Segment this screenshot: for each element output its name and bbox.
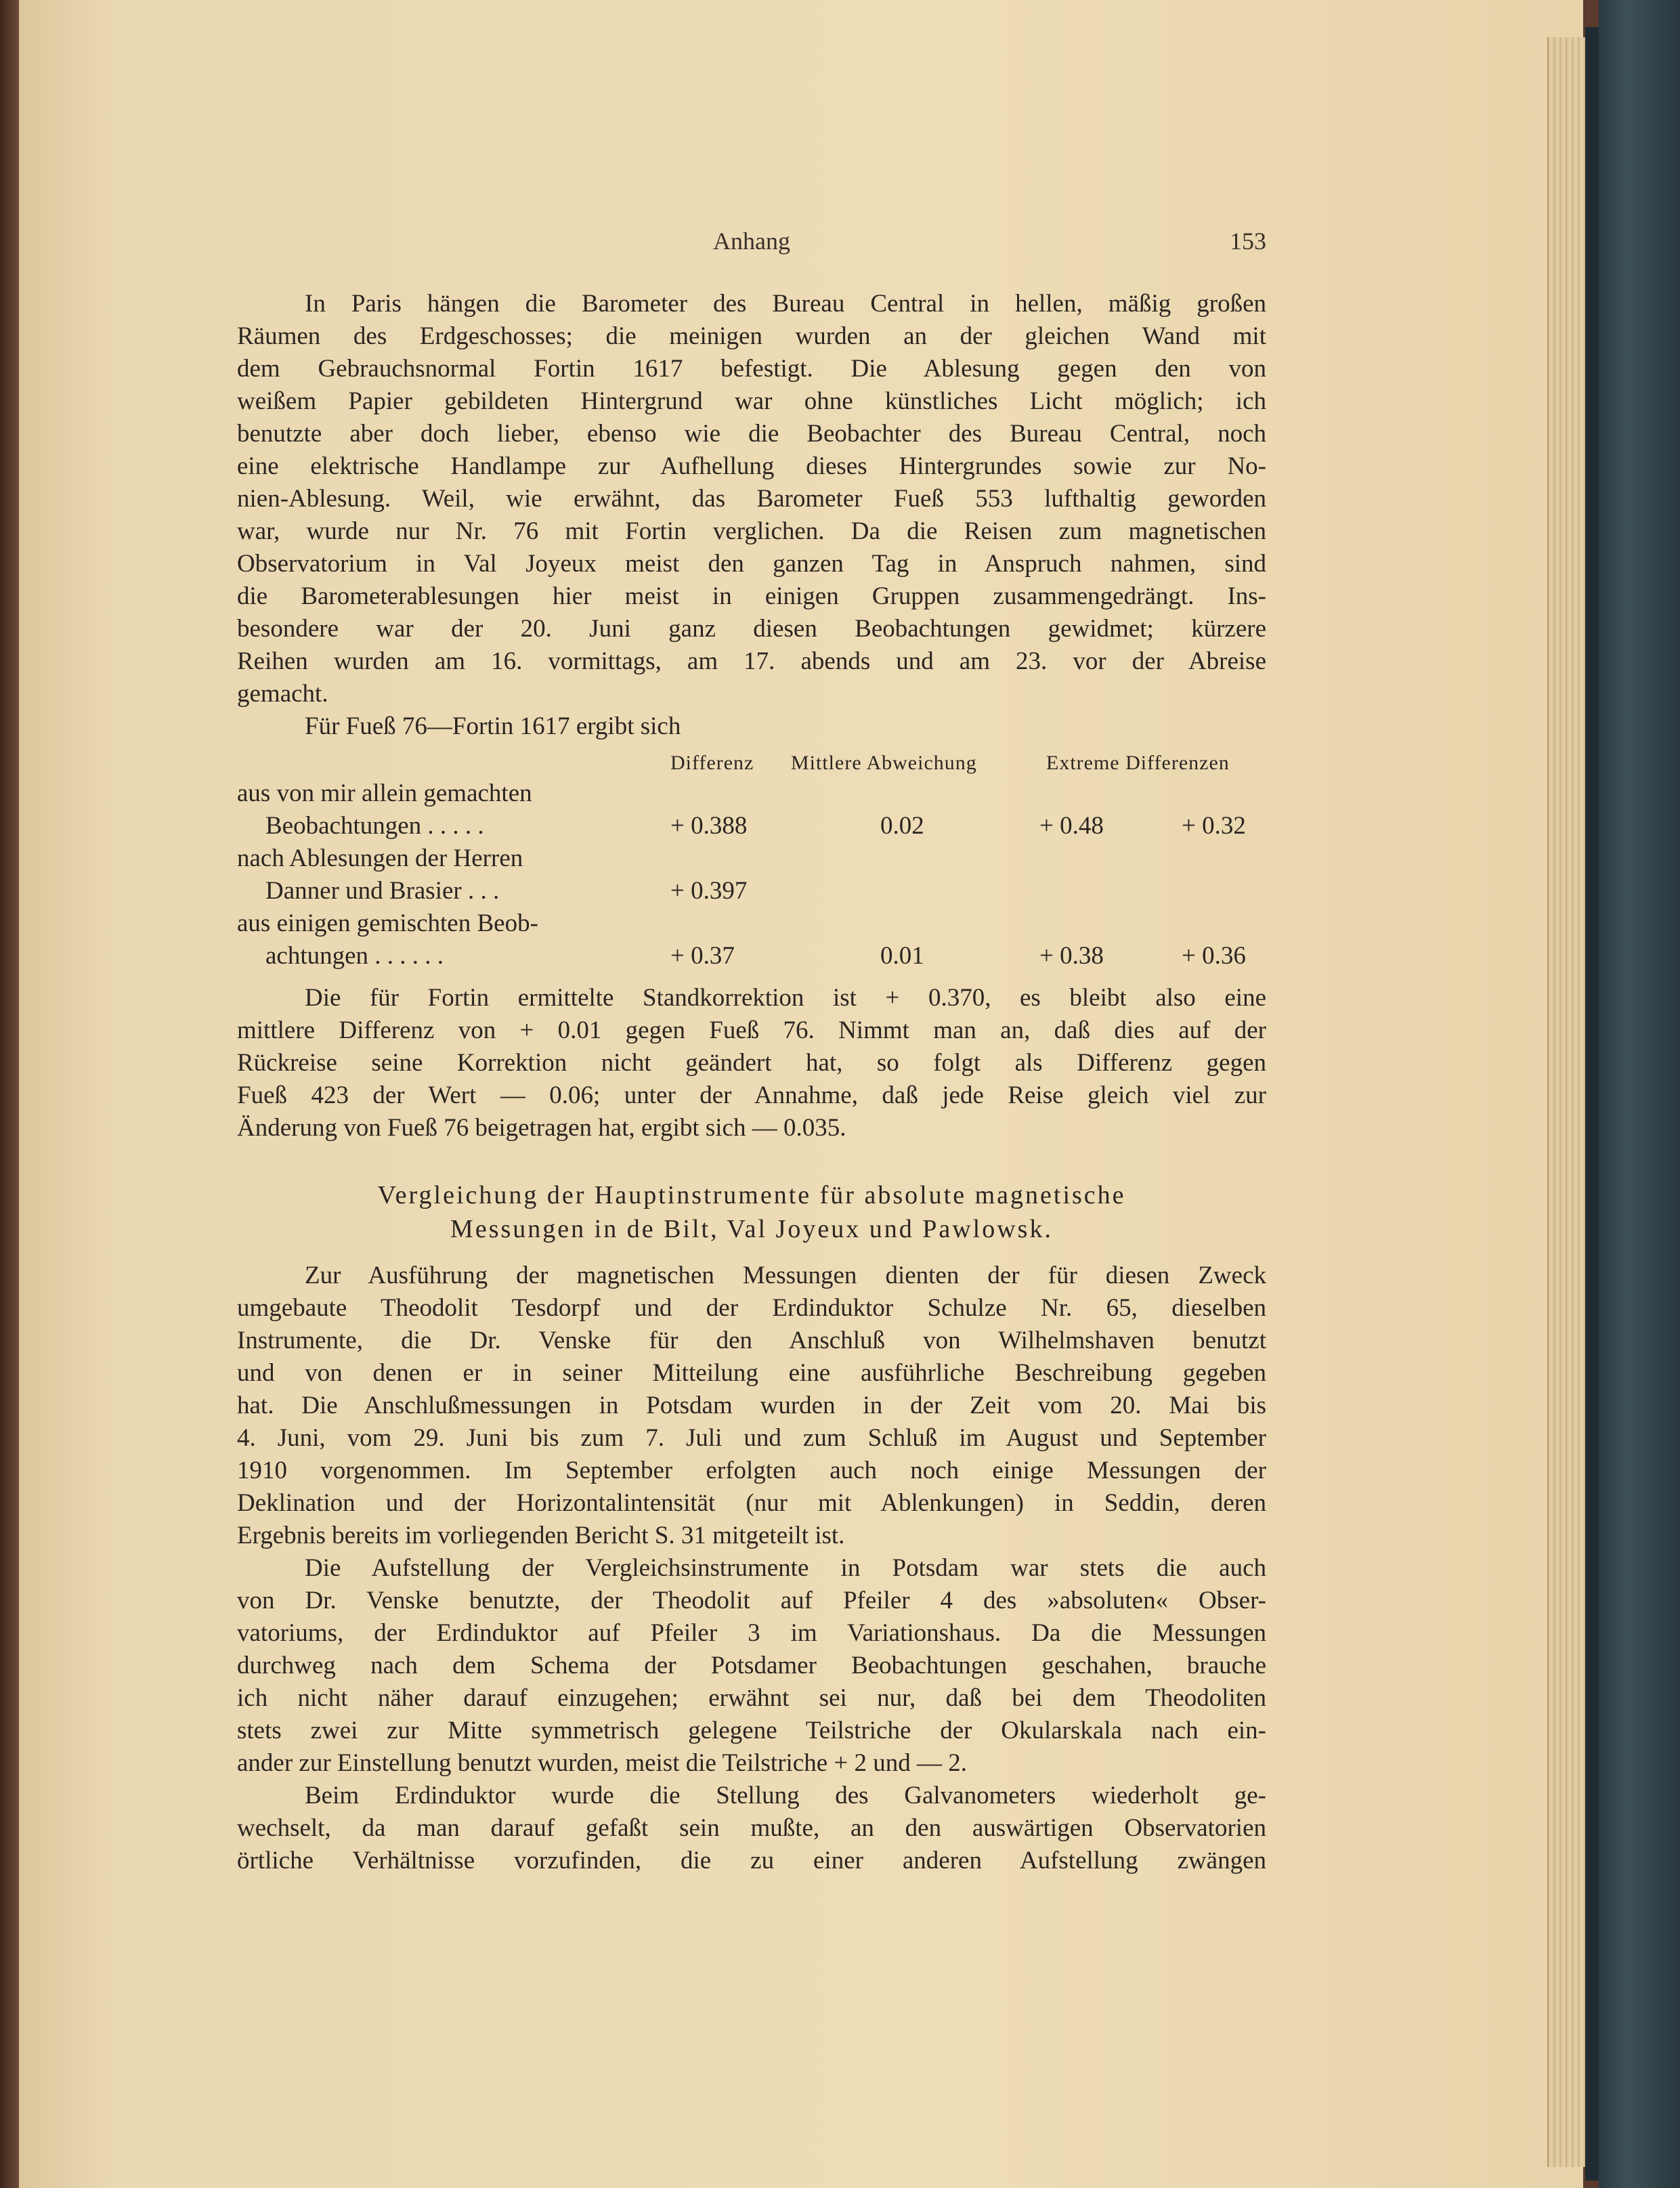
text-line: besondere war der 20. Juni ganz diesen Beobachtungen gewidmet; kürzere — [237, 615, 1266, 643]
text-line: Ergebnis bereits im vorliegenden Bericht S. 31 mitgeteilt ist. — [237, 1522, 845, 1549]
book-cover — [1599, 0, 1680, 2188]
text-line: mittlere Differenz von + 0.01 gegen Fueß 76. Nimmt man an, daß dies auf der — [237, 1016, 1266, 1044]
text-line: In Paris hängen die Barometer des Bureau Central in hellen, mäßig großen — [305, 290, 1266, 318]
table-cell-differenz: + 0.388 — [670, 812, 748, 840]
section-heading-line: Vergleichung der Hauptinstrumente für absolute magnetische — [377, 1181, 1126, 1209]
table-row-label: Danner und Brasier . . . — [265, 877, 500, 905]
text-line: ander zur Einstellung benutzt wurden, meist die Teilstriche + 2 und — 2. — [237, 1749, 968, 1777]
table-row-label: aus von mir allein gemachten — [237, 779, 532, 807]
text-line: Zur Ausführung der magnetischen Messungen dienten der für diesen Zweck — [305, 1262, 1266, 1289]
text-line: stets zwei zur Mitte symmetrisch gelegene Teilstriche der Okularskala nach ein- — [237, 1717, 1266, 1744]
text-line: gemacht. — [237, 680, 328, 708]
text-line: 1910 vorgenommen. Im September erfolgten auch noch einige Messungen der — [237, 1457, 1266, 1484]
text-line: Die für Fortin ermittelte Standkorrektion ist + 0.370, es bleibt also eine — [305, 984, 1266, 1012]
text-line: die Barometerablesungen hier meist in einigen Gruppen zusammengedrängt. Ins- — [237, 582, 1266, 610]
text-line: Beim Erdinduktor wurde die Stellung des Galvanometers wiederholt ge- — [305, 1782, 1266, 1809]
text-line: dem Gebrauchsnormal Fortin 1617 befestigt. Die Ablesung gegen den von — [237, 355, 1266, 383]
page-number: 153 — [1230, 228, 1266, 255]
text-line: nien-Ablesung. Weil, wie erwähnt, das Barometer Fueß 553 lufthaltig geworden — [237, 485, 1266, 513]
text-line: benutzte aber doch lieber, ebenso wie die Beobachter des Bureau Central, noch — [237, 420, 1266, 448]
text-line: von Dr. Venske benutzte, der Theodolit auf Pfeiler 4 des »absoluten« Obser- — [237, 1587, 1266, 1614]
table-cell-differenz: + 0.397 — [670, 877, 748, 905]
text-line: durchweg nach dem Schema der Potsdamer Beobachtungen geschahen, brauche — [237, 1652, 1266, 1679]
running-head-title: Anhang — [713, 228, 790, 255]
comparison-table — [237, 752, 1266, 975]
text-line: Änderung von Fueß 76 beigetragen hat, ergibt sich — 0.035. — [237, 1114, 846, 1142]
text-line: Deklination und der Horizontalintensität (nur mit Ablenkungen) in Seddin, deren — [237, 1489, 1266, 1517]
text-line: Reihen wurden am 16. vormittags, am 17. abends und am 23. vor der Abreise — [237, 647, 1266, 675]
table-row-label: aus einigen gemischten Beob- — [237, 909, 538, 937]
section-heading-line: Messungen in de Bilt, Val Joyeux und Pawlowsk. — [450, 1215, 1053, 1243]
text-line: weißem Papier gebildeten Hintergrund war ohne künstliches Licht möglich; ich — [237, 387, 1266, 415]
column-header-mittlere-abweichung: Mittlere Abweichung — [791, 752, 977, 774]
column-header-extreme-differenzen: Extreme Differenzen — [1046, 752, 1230, 774]
text-line: Observatorium in Val Joyeux meist den ganzen Tag in Anspruch nahmen, sind — [237, 550, 1266, 578]
table-cell-extreme-2: + 0.32 — [1182, 812, 1246, 840]
running-head — [237, 227, 1266, 259]
table-cell-mittlere-abweichung: 0.02 — [880, 812, 924, 840]
text-line: und von denen er in seiner Mitteilung eine ausführliche Beschreibung gegeben — [237, 1359, 1266, 1387]
paragraph-ausfuehrung — [237, 1260, 1266, 1877]
table-intro: Für Fueß 76—Fortin 1617 ergibt sich — [305, 712, 681, 740]
paragraph-paris-barometers — [237, 288, 1266, 743]
text-line: Rückreise seine Korrektion nicht geändert hat, so folgt als Differenz gegen — [237, 1049, 1266, 1077]
table-cell-extreme-2: + 0.36 — [1182, 942, 1246, 970]
section-heading — [237, 1178, 1266, 1246]
text-line: wechselt, da man darauf gefaßt sein mußte, an den auswärtigen Observatorien — [237, 1814, 1266, 1842]
paragraph-standkorrektion — [237, 982, 1266, 1144]
text-line: vatoriums, der Erdinduktor auf Pfeiler 3 im Variationshaus. Da die Messungen — [237, 1619, 1266, 1647]
text-line: Instrumente, die Dr. Venske für den Anschluß von Wilhelmshaven benutzt — [237, 1327, 1266, 1354]
table-row-label: achtungen . . . . . . — [265, 942, 444, 970]
table-row-label: nach Ablesungen der Herren — [237, 844, 523, 872]
text-line: eine elektrische Handlampe zur Aufhellung dieses Hintergrundes sowie zur No- — [237, 452, 1266, 480]
text-line: 4. Juni, vom 29. Juni bis zum 7. Juli und zum Schluß im August und September — [237, 1424, 1266, 1452]
text-line: örtliche Verhältnisse vorzufinden, die zu einer anderen Aufstellung zwängen — [237, 1847, 1266, 1874]
text-line: Fueß 423 der Wert — 0.06; unter der Annahme, daß jede Reise gleich viel zur — [237, 1081, 1266, 1109]
book-left-edge — [0, 0, 19, 2188]
table-cell-extreme-1: + 0.38 — [1039, 942, 1104, 970]
text-line: war, wurde nur Nr. 76 mit Fortin verglichen. Da die Reisen zum magnetischen — [237, 517, 1266, 545]
text-line: hat. Die Anschlußmessungen in Potsdam wurden in der Zeit vom 20. Mai bis — [237, 1392, 1266, 1419]
cover-inner-edge — [1585, 27, 1599, 2181]
table-cell-differenz: + 0.37 — [670, 942, 735, 970]
column-header-differenz: Differenz — [670, 752, 754, 774]
text-line: umgebaute Theodolit Tesdorpf und der Erdinduktor Schulze Nr. 65, dieselben — [237, 1294, 1266, 1322]
text-line: Die Aufstellung der Vergleichsinstrumente in Potsdam war stets die auch — [305, 1554, 1266, 1582]
table-row-label: Beobachtungen . . . . . — [265, 812, 484, 840]
table-cell-mittlere-abweichung: 0.01 — [880, 942, 924, 970]
table-cell-extreme-1: + 0.48 — [1039, 812, 1104, 840]
text-line: ich nicht näher darauf einzugehen; erwähnt sei nur, daß bei dem Theodoliten — [237, 1684, 1266, 1712]
text-line: Räumen des Erdgeschosses; die meinigen wurden an der gleichen Wand mit — [237, 322, 1266, 350]
